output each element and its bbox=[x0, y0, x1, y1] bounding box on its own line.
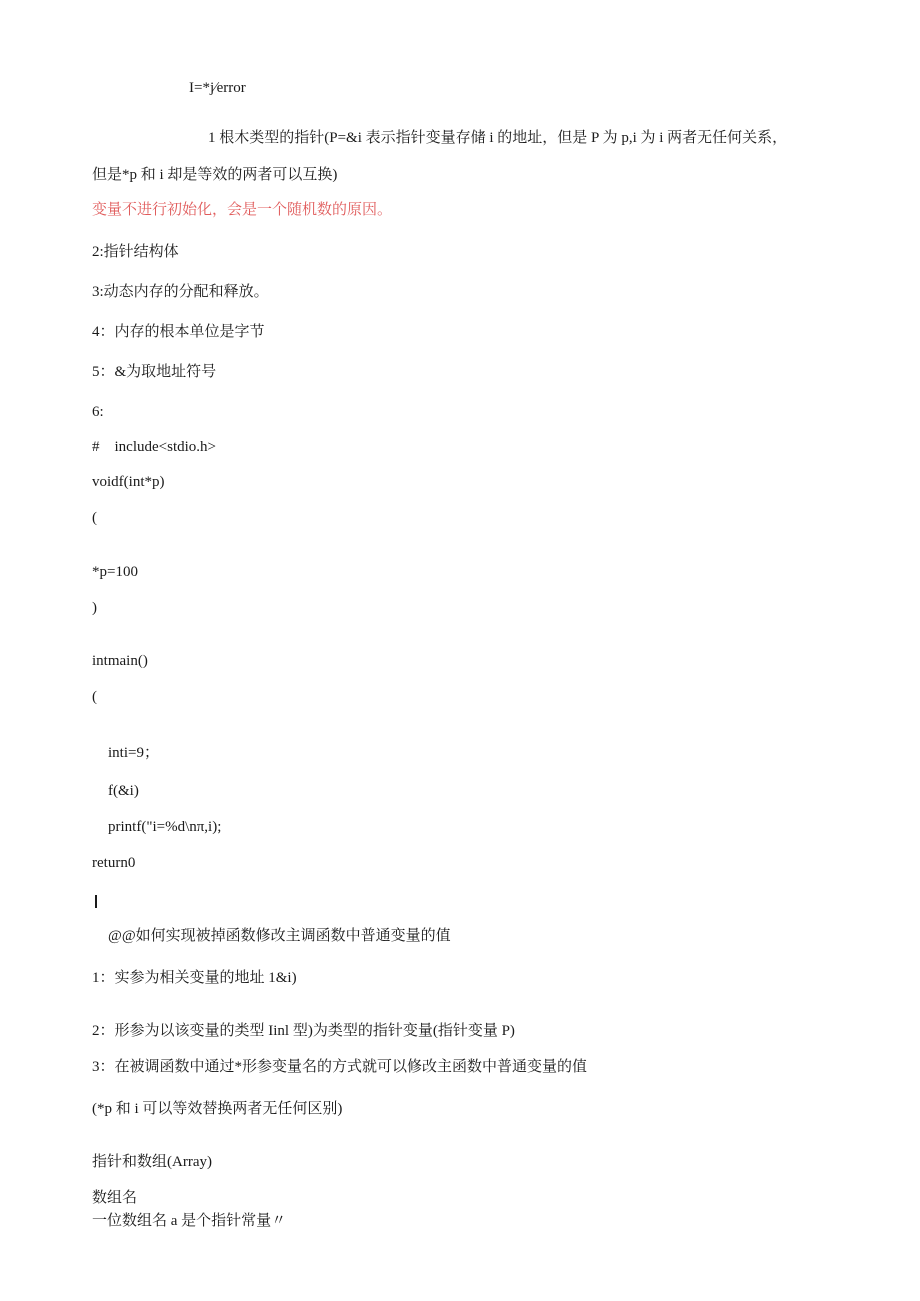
text-line: 6: bbox=[92, 404, 104, 420]
highlighted-text-line: 变量不进行初始化，会是一个随机数的原因。 bbox=[92, 202, 393, 218]
code-line: ( bbox=[92, 689, 97, 705]
code-line: return0 bbox=[92, 855, 136, 871]
text-line: 1：实参为相关变量的地址 1&i) bbox=[92, 970, 297, 986]
text-line: 2：形参为以该变量的类型 Iinl 型)为类型的指针变量(指针变量 P) bbox=[92, 1023, 515, 1039]
code-line: ( bbox=[92, 510, 97, 526]
text-line: 4：内存的根本单位是字节 bbox=[92, 324, 265, 340]
text-line: 5：&为取地址符号 bbox=[92, 364, 217, 380]
code-line: # include<stdio.h> bbox=[92, 439, 216, 455]
code-line: f(&i) bbox=[108, 783, 139, 799]
code-line: *p=100 bbox=[92, 564, 138, 580]
code-line: voidf(int*p) bbox=[92, 474, 165, 490]
heading-line: @@如何实现被掉函数修改主调函数中普通变量的值 bbox=[108, 928, 451, 944]
text-line: 1 根木类型的指针(P=&i 表示指针变量存储 i 的地址，但是 P 为 p,i 为 i 两者无任何关系， bbox=[208, 130, 788, 146]
text-line: 3：在被调函数中通过*形参变量名的方式就可以修改主函数中普通变量的值 bbox=[92, 1059, 588, 1075]
code-line: intmain() bbox=[92, 653, 148, 669]
text-line: 但是*p 和 i 却是等效的两者可以互换) bbox=[92, 167, 338, 183]
text-line: 数组名 bbox=[92, 1190, 138, 1206]
code-line: ) bbox=[92, 600, 97, 616]
text-line: (*p 和 i 可以等效替换两者无任何区别) bbox=[92, 1101, 343, 1117]
code-line: printf("i=%d\nπ,i); bbox=[108, 819, 222, 835]
section-heading: 指针和数组(Array) bbox=[92, 1154, 212, 1170]
text-line: I=*j∕error bbox=[189, 80, 246, 96]
text-line: 2:指针结构体 bbox=[92, 244, 179, 260]
closing-brace-mark bbox=[95, 895, 97, 908]
code-line: inti=9； bbox=[108, 745, 159, 761]
text-line: 一位数组名 a 是个指针常量〃 bbox=[92, 1213, 287, 1229]
text-line: 3:动态内存的分配和释放。 bbox=[92, 284, 269, 300]
